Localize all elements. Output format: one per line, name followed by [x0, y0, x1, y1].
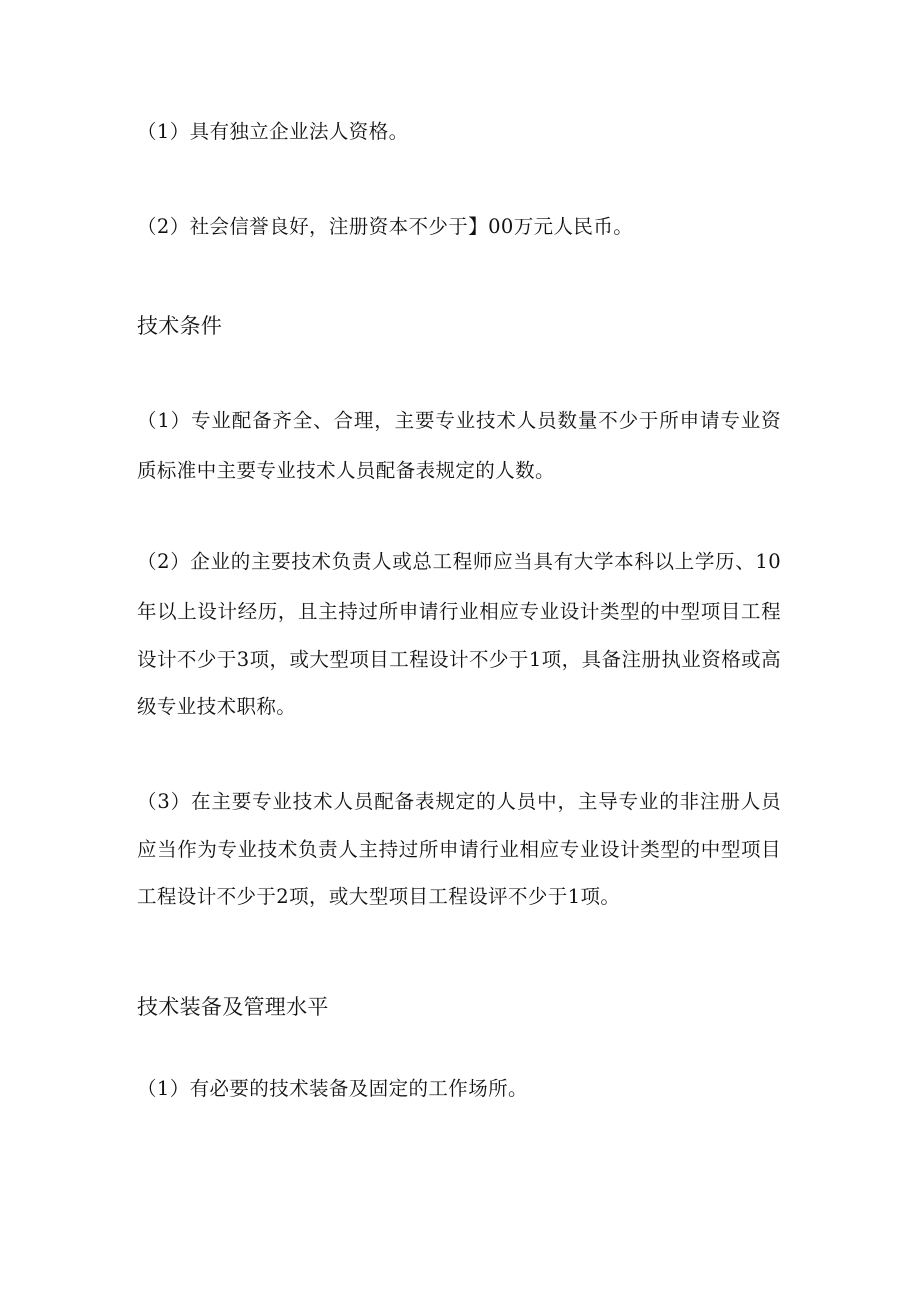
technical-p2-line1: （2）企业的主要技术负责人或总工程师应当具有大学本科以上学历、10 [137, 550, 781, 573]
technical-p2-line4: 级专业技术职称。 [137, 695, 297, 718]
basic-item-2: （2）社会信誉良好，注册资本不少于】00万元人民币。 [137, 215, 634, 238]
heading-technical-conditions: 技术条件 [137, 314, 223, 338]
technical-p2-line3: 设计不少于3项，或大型项目工程设计不少于1项，具备注册执业资格或高 [137, 648, 781, 671]
technical-p3-line1: （3）在主要专业技术人员配备表规定的人员中，主导专业的非注册人员 [137, 790, 781, 813]
basic-item-1: （1）具有独立企业法人资格。 [137, 120, 409, 143]
technical-p2-line2: 年以上设计经历，且主持过所申请行业相应专业设计类型的中型项目工程 [137, 600, 781, 623]
technical-p1-line2: 质标准中主要专业技术人员配备表规定的人数。 [137, 459, 555, 482]
equipment-p1: （1）有必要的技术装备及固定的工作场所。 [137, 1077, 528, 1100]
technical-p3-line2: 应当作为专业技术负责人主持过所申请行业相应专业设计类型的中型项目 [137, 838, 781, 861]
technical-p1-line1: （1）专业配备齐全、合理，主要专业技术人员数量不少于所申请专业资 [137, 409, 781, 432]
heading-equipment-management: 技术装备及管理水平 [137, 995, 329, 1019]
technical-p3-line3: 工程设计不少于2项，或大型项目工程设评不少于1项。 [137, 885, 621, 908]
